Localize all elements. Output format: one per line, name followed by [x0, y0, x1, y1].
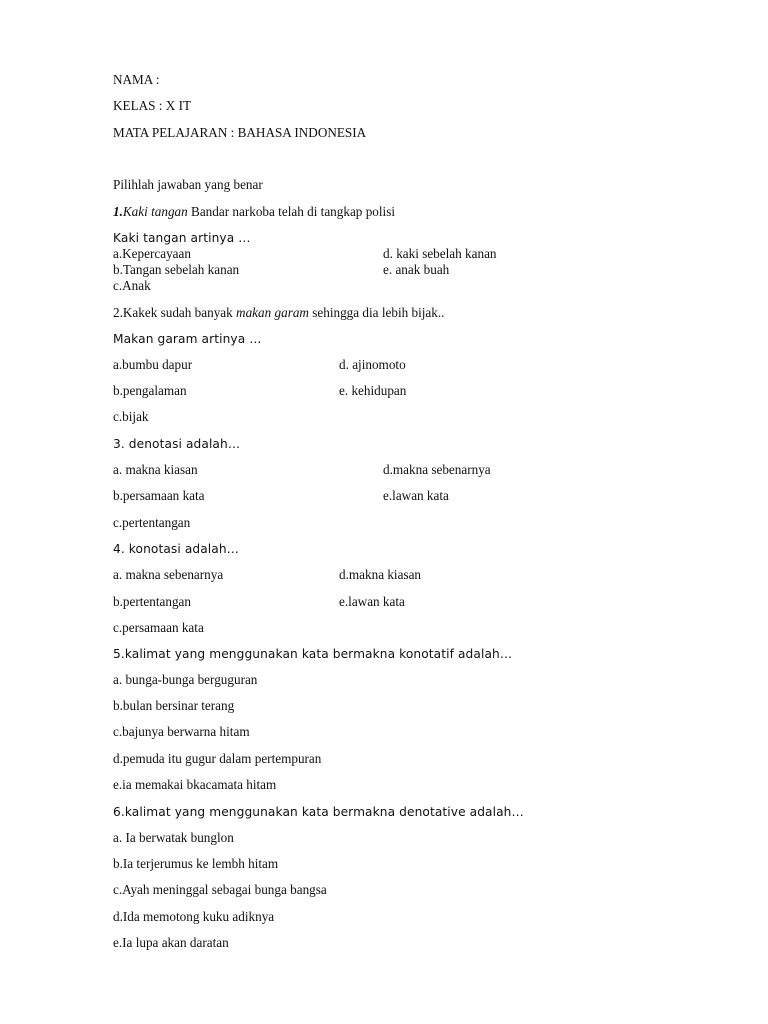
question-1-option-d: d. kaki sebelah kanan — [383, 246, 497, 261]
subject-field: MATA PELAJARAN : BAHASA INDONESIA — [113, 125, 367, 140]
question-3-option-b: b.persamaan kata — [113, 488, 205, 503]
question-2-option-a: a.bumbu dapur — [113, 357, 193, 372]
question-2-text — [113, 305, 444, 321]
question-6-option-c: c.Ayah meninggal sebagai bunga bangsa — [113, 882, 327, 897]
question-5-option-e: e.ia memakai bkacamata hitam — [113, 777, 277, 792]
question-1-option-e: e. anak buah — [383, 262, 450, 277]
question-3-option-e: e.lawan kata — [383, 488, 449, 503]
question-5-option-d: d.pemuda itu gugur dalam pertempuran — [113, 751, 322, 766]
question-1-prompt: Kaki tangan artinya … — [113, 231, 251, 245]
question-2-post: sehingga dia lebih bijak.. — [308, 305, 445, 320]
nama-field: NAMA : — [113, 72, 160, 87]
question-6-option-b: b.Ia terjerumus ke lembh hitam — [113, 856, 279, 871]
question-1-number: 1. — [113, 204, 123, 219]
instruction: Pilihlah jawaban yang benar — [113, 177, 263, 192]
question-3-option-d: d.makna sebenarnya — [383, 462, 491, 477]
kelas-field: KELAS : X IT — [113, 98, 192, 113]
question-4-option-b: b.pertentangan — [113, 594, 191, 609]
question-5-option-b: b.bulan bersinar terang — [113, 698, 235, 713]
question-1-text — [113, 204, 395, 220]
question-2-italic-phrase: makan garam — [236, 305, 309, 320]
question-4-option-d: d.makna kiasan — [339, 567, 422, 582]
question-3-prompt: 3. denotasi adalah… — [113, 437, 241, 451]
question-4-option-a: a. makna sebenarnya — [113, 567, 224, 582]
question-5-option-c: c.bajunya berwarna hitam — [113, 724, 250, 739]
question-2-option-d: d. ajinomoto — [339, 357, 406, 372]
question-4-option-c: c.persamaan kata — [113, 620, 204, 635]
question-1-italic-phrase: Kaki tangan — [122, 204, 188, 219]
question-3-option-c: c.pertentangan — [113, 515, 191, 530]
question-1-rest: Bandar narkoba telah di tangkap polisi — [187, 204, 396, 219]
question-6-option-d: d.Ida memotong kuku adiknya — [113, 909, 275, 924]
question-5-option-a: a. bunga-bunga berguguran — [113, 672, 258, 687]
question-5-prompt: 5.kalimat yang menggunakan kata bermakna konotatif adalah… — [113, 647, 513, 661]
question-2-prompt: Makan garam artinya … — [113, 332, 262, 346]
question-2-option-c: c.bijak — [113, 409, 149, 424]
question-2-option-b: b.pengalaman — [113, 383, 187, 398]
question-6-prompt: 6.kalimat yang menggunakan kata bermakna denotative adalah… — [113, 805, 524, 819]
question-1-option-a: a.Kepercayaan — [113, 246, 191, 261]
question-6-option-a: a. Ia berwatak bunglon — [113, 830, 234, 845]
question-6-option-e: e.Ia lupa akan daratan — [113, 935, 229, 950]
question-4-option-e: e.lawan kata — [339, 594, 405, 609]
question-4-prompt: 4. konotasi adalah… — [113, 542, 239, 556]
question-2-option-e: e. kehidupan — [339, 383, 407, 398]
question-2-pre: 2.Kakek sudah banyak — [113, 305, 237, 320]
question-3-option-a: a. makna kiasan — [113, 462, 198, 477]
question-1-option-b: b.Tangan sebelah kanan — [113, 262, 240, 277]
question-1-option-c: c.Anak — [113, 278, 151, 293]
